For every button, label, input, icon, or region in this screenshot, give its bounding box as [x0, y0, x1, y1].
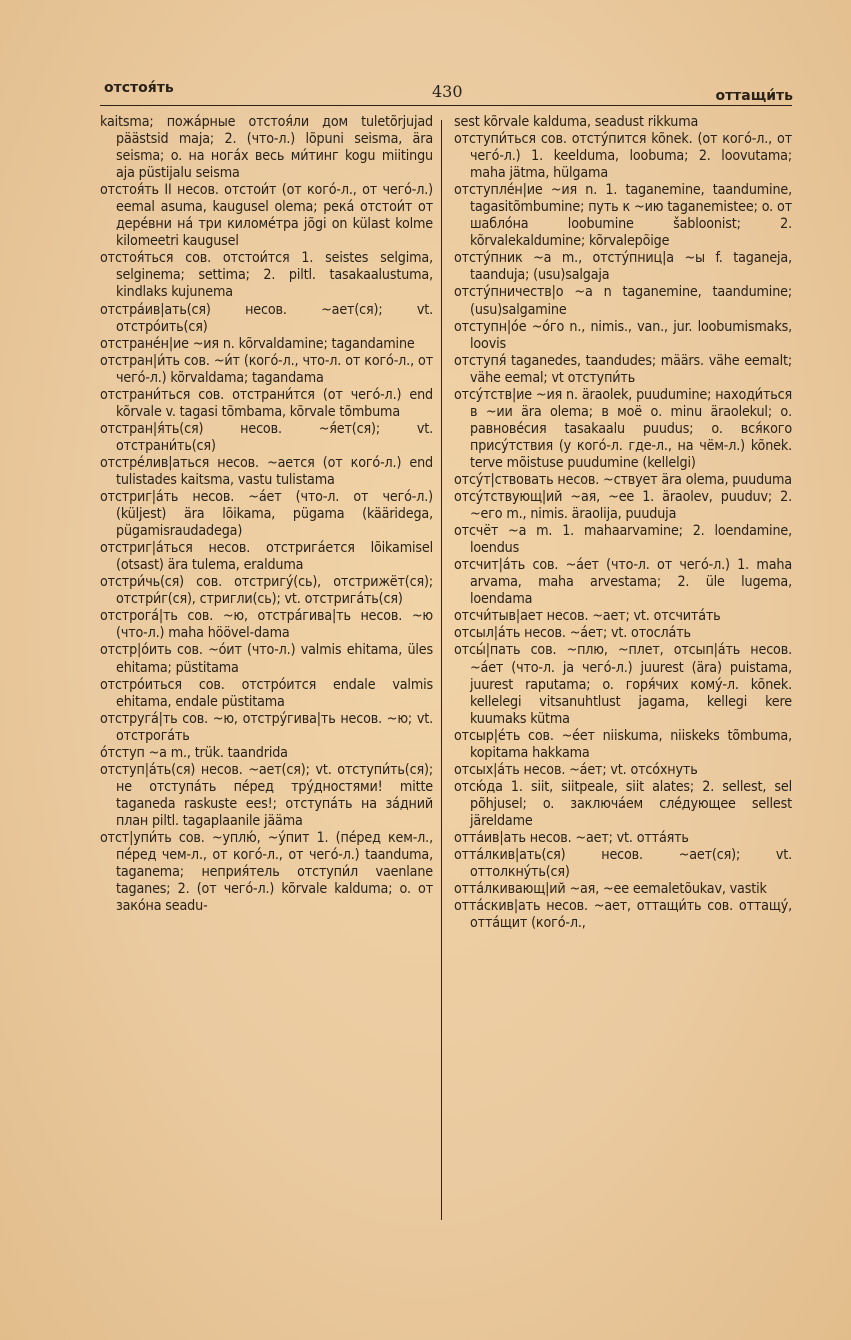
- page-number: 430: [432, 82, 463, 101]
- dictionary-entry: отстран|и́ть сов. ~и́т (кого́-л., что-л. от кого́-л., от чего́-л.) kõrvaldama; tagandama: [100, 352, 433, 386]
- dictionary-entry: отстоя́ть II несов. отстои́т (от кого́-л., от чего́-л.) eemal asuma, kaugusel olema; река́ отстои́т от дере́вни на́ три киломе́тра jõgi on külast kolme kilomeetri kaugusel: [100, 182, 433, 250]
- dictionary-entry: отстри́чь(ся) сов. отстригу́(сь), отстрижёт(ся); отстри́г(ся), стригли(сь); vt. отстрига́ть(ся): [100, 574, 433, 608]
- right-column: [454, 114, 792, 932]
- dictionary-entry: отсчёт ~а m. 1. mahaarvamine; 2. loendamine, loendus: [454, 523, 792, 557]
- dictionary-entry: отта́скив|ать несов. ~ает, оттащи́ть сов. оттащу́, отта́щит (кого́-л.,: [454, 898, 792, 932]
- dictionary-entry: отступле́н|ие ~ия n. 1. taganemine, taandumine, tagasitõmbumine; путь к ~ию taganemistee; o. от шабло́на loobumine šabloonist; 2. kõrvalekaldumine; kõrvalepõige: [454, 182, 792, 250]
- left-running-headword: отстоя́ть: [104, 80, 174, 96]
- dictionary-entry: отта́ив|ать несов. ~ает; vt. отта́ять: [454, 829, 689, 846]
- dictionary-entry: отсыл|а́ть несов. ~а́ет; vt. отосла́ть: [454, 625, 691, 642]
- dictionary-entry: отсы́|пать сов. ~плю, ~плет, отсып|а́ть несов. ~а́ет (что-л. ja чего́-л.) juurest (ära) puistama, juurest raputama; o. горя́чих кому́-л. kõnek. kellelegi vitsanuhtlust jagama, kellegi kere kuumaks kütma: [454, 642, 792, 727]
- dictionary-entry: отстра́ив|ать(ся) несов. ~ает(ся); vt. отстро́ить(ся): [100, 301, 433, 335]
- dictionary-entry: отсчит|а́ть сов. ~а́ет (что-л. от чего́-л.) 1. maha arvama, maha arvestama; 2. üle lugema, loendama: [454, 557, 792, 608]
- header-rule: [100, 105, 792, 106]
- dictionary-entry: отсю́да 1. siit, siitpeale, siit alates; 2. sellest, sel põhjusel; o. заключа́ем сле́дующее sellest järeldame: [454, 778, 792, 829]
- left-column: [100, 114, 433, 915]
- column-divider: [441, 120, 442, 1220]
- dictionary-entry: отсу́тствующ|ий ~ая, ~ее 1. äraolev, puuduv; 2. ~его m., nimis. äraolija, puuduja: [454, 489, 792, 523]
- dictionary-entry: о́тступ ~а m., trük. taandrida: [100, 744, 288, 761]
- dictionary-entry: отстриг|а́ть несов. ~а́ет (что-л. от чего́-л.) (küljest) ära lõikama, pügama (kääridega, pügamisraudadega): [100, 489, 433, 540]
- dictionary-entry: отст|упи́ть сов. ~уплю́, ~у́пит 1. (пе́ред кем-л., пе́ред чем-л., от кого́-л., от чего́-л.) taanduma, taganema; неприя́тель отступи́л vaenlane taganes; 2. (от чего́-л.) kõrvale kalduma; o. от зако́на seadu-: [100, 829, 433, 915]
- dictionary-entry: отстоя́ться сов. отстои́тся 1. seistes selgima, selginema; settima; 2. piltl. tasakaalustuma, kindlaks kujunema: [100, 250, 433, 301]
- dictionary-entry: отстр|о́ить сов. ~о́ит (что-л.) valmis ehitama, üles ehitama; püstitama: [100, 642, 433, 676]
- right-running-headword: оттащи́ть: [715, 88, 793, 104]
- dictionary-entry: отта́лкивающ|ий ~ая, ~ее eemaletõukav, vastik: [454, 881, 767, 898]
- dictionary-entry: отсту́пник ~а m., отсту́пниц|а ~ы f. taganeja, taanduja; (usu)salgaja: [454, 250, 792, 284]
- dictionary-entry: отстриг|а́ться несов. отстрига́ется lõikamisel (otsast) ära tulema, eralduma: [100, 540, 433, 574]
- dictionary-entry: отструга́|ть сов. ~ю, отстру́гива|ть несов. ~ю; vt. отстрога́ть: [100, 710, 433, 744]
- dictionary-entry: отстрани́ться сов. отстрани́тся (от чего́-л.) end kõrvale v. tagasi tõmbama, kõrvale tõmbuma: [100, 386, 433, 420]
- dictionary-entry: отстране́н|ие ~ия n. kõrvaldamine; tagandamine: [100, 335, 415, 352]
- dictionary-entry: отступ|а́ть(ся) несов. ~ает(ся); vt. отступи́ть(ся); не отступа́ть пе́ред тру́дностями! mitte taganeda raskuste ees!; отступа́ть на за́дний план piltl. tagaplaanile jääma: [100, 761, 433, 829]
- dictionary-entry: отта́лкив|ать(ся) несов. ~ает(ся); vt. оттолкну́ть(ся): [454, 847, 792, 881]
- dictionary-entry: отсту́пничеств|о ~а n taganemine, taandumine; (usu)salgamine: [454, 284, 792, 318]
- dictionary-entry: отсу́т|ствовать несов. ~ствует ära olema, puuduma: [454, 471, 792, 488]
- dictionary-entry: отсых|а́ть несов. ~а́ет; vt. отсо́хнуть: [454, 761, 698, 778]
- dictionary-entry: отступн|о́е ~о́го n., nimis., van., jur. loobumismaks, loovis: [454, 318, 792, 352]
- dictionary-entry: отстран|я́ть(ся) несов. ~я́ет(ся); vt. отстрани́ть(ся): [100, 420, 433, 454]
- dictionary-entry: отсу́тств|ие ~ия n. äraolek, puudumine; находи́ться в ~ии ära olema; в моё о. minu äraolekul; о. равнове́сия tasakaalu puudus; o. вся́кого прису́тствия (у кого́-л. где-л., на чём-л.) kõnek. terve mõistuse puudumine (kellelgi): [454, 386, 792, 471]
- dictionary-entry: отстро́иться сов. отстро́ится endale valmis ehitama, endale püstitama: [100, 676, 433, 710]
- dictionary-entry: отстре́лив|аться несов. ~ается (от кого́-л.) end tulistades kaitsma, vastu tulistama: [100, 454, 433, 488]
- dictionary-entry: отступя́ taganedes, taandudes; määrs. vähe eemalt; vähe eemal; vt отступи́ть: [454, 352, 792, 386]
- dictionary-entry: отстрога́|ть сов. ~ю, отстра́гива|ть несов. ~ю (что-л.) maha höövel-dama: [100, 608, 433, 642]
- dictionary-entry: отсчи́тыв|ает несов. ~ает; vt. отсчита́ть: [454, 608, 721, 625]
- dictionary-entry: отсыр|е́ть сов. ~е́ет niiskuma, niiskeks tõmbuma, kopitama hakkama: [454, 727, 792, 761]
- dictionary-entry: kaitsma; пожа́рные отстоя́ли дом tuletõrjujad päästsid maja; 2. (что-л.) lõpuni seisma, ära seisma; o. на нога́х весь ми́тинг kogu miitingu aja püstijalu seisma: [100, 114, 433, 182]
- dictionary-entry: отступи́ться сов. отсту́пится kõnek. (от кого́-л., от чего́-л.) 1. keelduma, loobuma; 2. loovutama; maha jätma, hülgama: [454, 131, 792, 182]
- dictionary-entry: sest kõrvale kalduma, seadust rikkuma: [454, 114, 699, 130]
